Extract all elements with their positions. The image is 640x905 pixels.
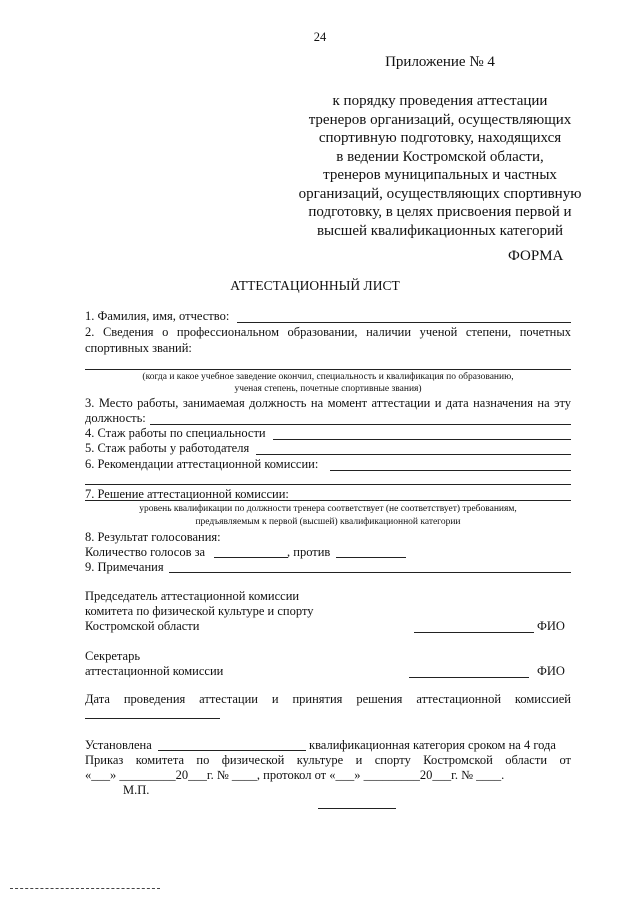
field-9-line[interactable] bbox=[169, 572, 571, 573]
field-6-line[interactable] bbox=[330, 470, 571, 471]
sheet-title: АТТЕСТАЦИОННЫЙ ЛИСТ bbox=[230, 278, 400, 293]
field-1-line[interactable] bbox=[237, 322, 571, 323]
order-details: «___» _________20___г. № ____, протокол от «___» _________20___г. № ____. bbox=[85, 768, 505, 782]
field-7-label: 7. Решение аттестационной комиссии: bbox=[85, 487, 289, 501]
field-7-note: предъявляемым к первой (высшей) квалификационной категории bbox=[195, 517, 461, 527]
attestation-date-line[interactable] bbox=[85, 718, 220, 719]
field-8-label: 8. Результат голосования: bbox=[85, 530, 221, 544]
secretary-line: Секретарь bbox=[85, 649, 141, 663]
appendix-line: спортивную подготовку, находящихся bbox=[318, 130, 562, 146]
appendix-line: в ведении Костромской области, bbox=[336, 148, 544, 165]
form-label: ФОРМА bbox=[508, 248, 564, 264]
field-7-note: уровень квалификации по должности тренера соответствует (не соответствует) требованиям, bbox=[139, 504, 517, 514]
field-9-label: 9. Примечания bbox=[85, 560, 164, 574]
secretary-fio: ФИО bbox=[537, 664, 565, 678]
appendix-line: высшей квалификационных категорий bbox=[316, 222, 564, 239]
appendix-line: подготовку, в целях присвоения первой и bbox=[308, 204, 572, 220]
field-3-label-cont: должность: bbox=[85, 411, 146, 425]
footnote-separator bbox=[10, 888, 160, 889]
votes-against-line[interactable] bbox=[336, 557, 406, 558]
field-6-line-2[interactable] bbox=[85, 484, 571, 485]
secretary-line: аттестационной комиссии bbox=[85, 664, 224, 678]
field-1-label: 1. Фамилия, имя, отчество: bbox=[85, 309, 230, 323]
field-2-note: ученая степень, почетные спортивные звания) bbox=[234, 384, 422, 394]
appendix-line: тренеров организаций, осуществляющих bbox=[308, 111, 572, 128]
signature-divider bbox=[318, 808, 396, 809]
chairman-line: Председатель аттестационной комиссии bbox=[85, 589, 300, 603]
field-4-label: 4. Стаж работы по специальности bbox=[85, 426, 266, 440]
chairman-line: комитета по физической культуре и спорту bbox=[85, 604, 314, 618]
votes-for-label: Количество голосов за bbox=[85, 545, 206, 559]
field-3-line[interactable] bbox=[150, 424, 571, 425]
order-line: Приказ комитета по физической культуре и спорту Костромской области от bbox=[85, 753, 571, 767]
secretary-signature-line[interactable] bbox=[409, 677, 529, 678]
established-suffix: квалификационная категория сроком на 4 года bbox=[309, 738, 556, 752]
chairman-line: Костромской области bbox=[85, 619, 200, 633]
seal-label: М.П. bbox=[123, 783, 150, 797]
chairman-fio: ФИО bbox=[537, 619, 565, 633]
field-4-line[interactable] bbox=[273, 439, 571, 440]
appendix-line: тренеров муниципальных и частных bbox=[323, 167, 557, 183]
category-line[interactable] bbox=[158, 750, 306, 751]
field-6-label: 6. Рекомендации аттестационной комиссии: bbox=[85, 457, 319, 471]
chairman-signature-line[interactable] bbox=[414, 632, 534, 633]
appendix-line: к порядку проведения аттестации bbox=[332, 93, 548, 109]
votes-against-label: , против bbox=[287, 545, 331, 559]
field-7-line[interactable] bbox=[85, 500, 571, 501]
appendix-subtitle bbox=[270, 92, 610, 240]
page-number: 24 bbox=[313, 30, 327, 44]
field-2-line[interactable] bbox=[85, 369, 571, 370]
appendix-title: Приложение № 4 bbox=[385, 54, 495, 70]
attestation-date-label: Дата проведения аттестации и принятия решения аттестационной комиссией bbox=[85, 692, 571, 706]
field-3-label: 3. Место работы, занимаемая должность на момент аттестации и дата назначения на эту bbox=[85, 396, 571, 410]
field-5-line[interactable] bbox=[256, 454, 571, 455]
appendix-line: организаций, осуществляющих спортивную bbox=[298, 185, 582, 202]
established-prefix: Установлена bbox=[85, 738, 152, 752]
votes-for-line[interactable] bbox=[214, 557, 288, 558]
field-2-label: 2. Сведения о профессиональном образовании, наличии ученой степени, почетных bbox=[85, 325, 571, 339]
field-5-label: 5. Стаж работы у работодателя bbox=[85, 441, 250, 455]
field-2-note: (когда и какое учебное заведение окончил, специальность и квалификация по образованию, bbox=[142, 372, 514, 382]
field-2-label-cont: спортивных званий: bbox=[85, 341, 192, 355]
